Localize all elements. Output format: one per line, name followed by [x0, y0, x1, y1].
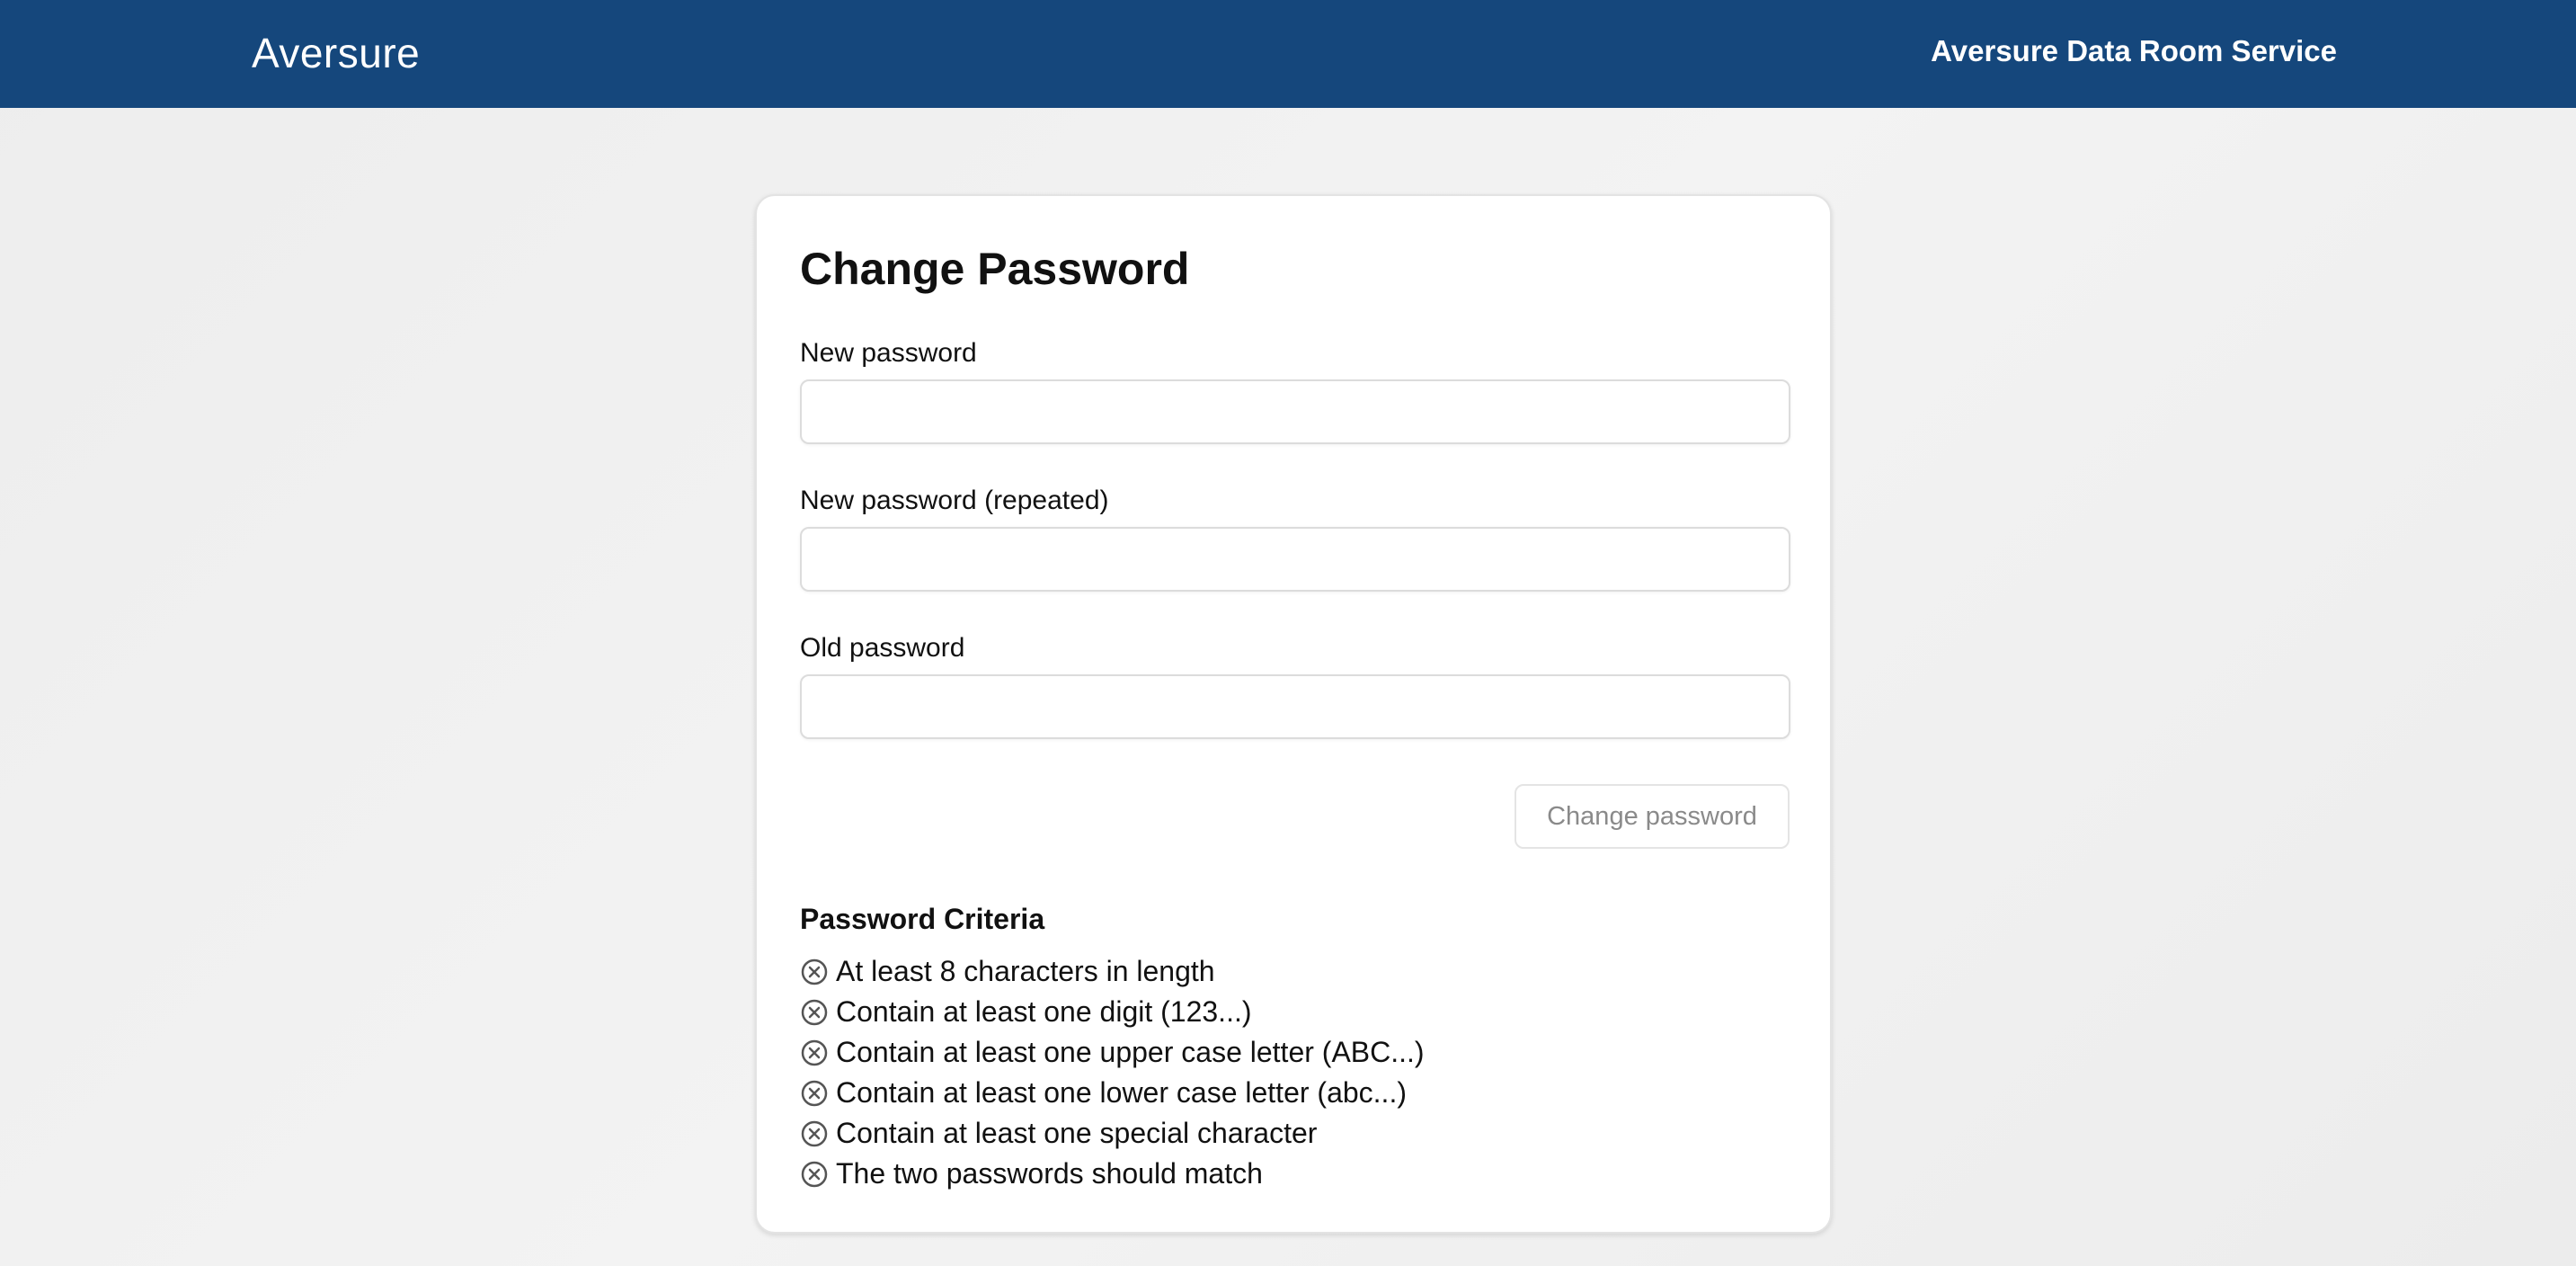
criteria-text: Contain at least one digit (123...): [836, 995, 1252, 1028]
service-title: Aversure Data Room Service: [1931, 34, 2337, 67]
top-bar: [0, 0, 2576, 108]
criteria-item: [800, 1113, 1425, 1154]
new-password-label: New password: [800, 338, 977, 368]
criteria-list: [800, 951, 1425, 1194]
circle-x-icon: [800, 1160, 829, 1189]
criteria-text: The two passwords should match: [836, 1157, 1263, 1190]
criteria-text: At least 8 characters in length: [836, 955, 1215, 987]
criteria-item: [800, 1073, 1425, 1113]
criteria-text: Contain at least one lower case letter (abc...): [836, 1076, 1407, 1109]
criteria-item: [800, 992, 1425, 1032]
circle-x-icon: [800, 1079, 829, 1108]
aversure-logo[interactable]: Aversure: [252, 30, 421, 76]
page-title: Change Password: [800, 244, 1190, 294]
new-password-repeated-input[interactable]: [800, 527, 1790, 592]
circle-x-icon: [800, 958, 829, 986]
criteria-text: Contain at least one special character: [836, 1117, 1318, 1149]
old-password-input[interactable]: [800, 674, 1790, 739]
circle-x-icon: [800, 1119, 829, 1148]
circle-x-icon: [800, 1039, 829, 1067]
criteria-item: [800, 1032, 1425, 1073]
criteria-title: Password Criteria: [800, 903, 1045, 935]
change-password-button[interactable]: Change password: [1515, 784, 1790, 849]
new-password-input[interactable]: [800, 379, 1790, 444]
new-password-repeated-label: New password (repeated): [800, 486, 1109, 515]
change-password-card: [755, 194, 1832, 1234]
old-password-label: Old password: [800, 633, 965, 663]
criteria-text: Contain at least one upper case letter (ABC...): [836, 1036, 1425, 1068]
circle-x-icon: [800, 998, 829, 1027]
criteria-item: [800, 951, 1425, 992]
criteria-item: [800, 1154, 1425, 1194]
